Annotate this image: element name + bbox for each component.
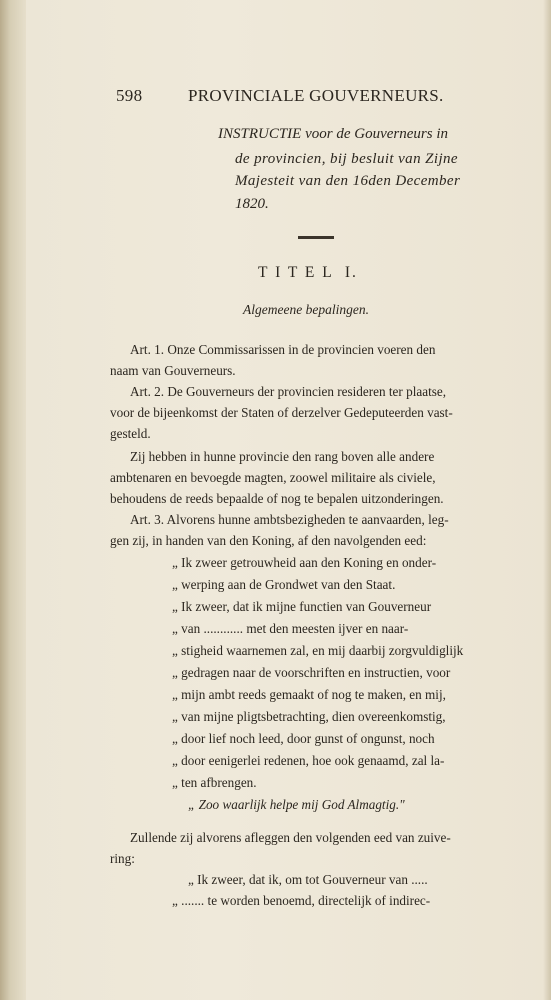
body2-line-2: ring: xyxy=(110,851,135,866)
oath1-line-10: „ door eenigerlei redenen, hoe ook genaamd, zal la- xyxy=(172,753,445,768)
oath1-line-6: „ gedragen naar de voorschriften en instructien, voor xyxy=(172,665,451,680)
body-line-6: Zij hebben in hunne provincie den rang boven alle andere xyxy=(130,449,435,464)
body-line-2: naam van Gouverneurs. xyxy=(110,363,236,378)
oath1-line-4: „ van ............ met den meesten ijver en naar- xyxy=(172,621,409,636)
oath1-line-12: „ Zoo waarlijk helpe mij God Almagtig." xyxy=(188,797,405,812)
intro-line-1: INSTRUCTIE voor de Gouverneurs in xyxy=(218,126,448,142)
intro-line-2: de provincien, bij besluit van Zijne xyxy=(235,151,458,167)
running-title: PROVINCIALE GOUVERNEURS. xyxy=(188,86,444,105)
oath1-line-2: „ werping aan de Grondwet van den Staat. xyxy=(172,577,396,592)
body-line-1: Art. 1. Onze Commissarissen in de provincien voeren den xyxy=(130,342,436,357)
oath1-line-3: „ Ik zweer, dat ik mijne functien van Gouverneur xyxy=(172,599,432,614)
oath2-line-1: „ Ik zweer, dat ik, om tot Gouverneur van ..... xyxy=(188,872,428,887)
body-line-8: behoudens de reeds bepaalde of nog te bepalen uitzonderingen. xyxy=(110,491,444,506)
page-edge-shadow xyxy=(543,0,551,1000)
body-line-3: Art. 2. De Gouverneurs der provincien resideren ter plaatse, xyxy=(130,384,447,399)
oath1-line-7: „ mijn ambt reeds gemaakt of nog te maken, en mij, xyxy=(172,687,446,702)
oath1-line-9: „ door lief noch leed, door gunst of ongunst, noch xyxy=(172,731,435,746)
book-spine-shadow xyxy=(0,0,26,1000)
body2-line-1: Zullende zij alvorens afleggen den volgenden eed van zuive- xyxy=(130,830,451,845)
body-line-7: ambtenaren en bevoegde magten, zoowel militaire als civiele, xyxy=(110,470,436,485)
body-line-5: gesteld. xyxy=(110,426,151,441)
body-line-10: gen zij, in handen van den Koning, af den navolgenden eed: xyxy=(110,533,427,548)
oath1-line-8: „ van mijne pligtsbetrachting, dien overeenkomstig, xyxy=(172,709,446,724)
oath1-line-5: „ stigheid waarnemen zal, en mij daarbij zorgvuldiglijk xyxy=(172,643,464,658)
section-title: T I T E L I. xyxy=(258,264,358,281)
body-line-9: Art. 3. Alvorens hunne ambtsbezigheden te aanvaarden, leg- xyxy=(130,512,449,527)
body-line-4: voor de bijeenkomst der Staten of derzelver Gedeputeerden vast- xyxy=(110,405,453,420)
oath1-line-1: „ Ik zweer getrouwheid aan den Koning en onder- xyxy=(172,555,437,570)
page-number: 598 xyxy=(116,86,143,105)
oath1-line-11: „ ten afbrengen. xyxy=(172,775,257,790)
intro-line-4: 1820. xyxy=(235,196,269,212)
oath2-line-2: „ ....... te worden benoemd, directelijk of indirec- xyxy=(172,893,431,908)
intro-line-3: Majesteit van den 16den December xyxy=(235,173,461,189)
section-divider xyxy=(298,236,334,239)
section-subtitle: Algemeene bepalingen. xyxy=(243,302,369,317)
